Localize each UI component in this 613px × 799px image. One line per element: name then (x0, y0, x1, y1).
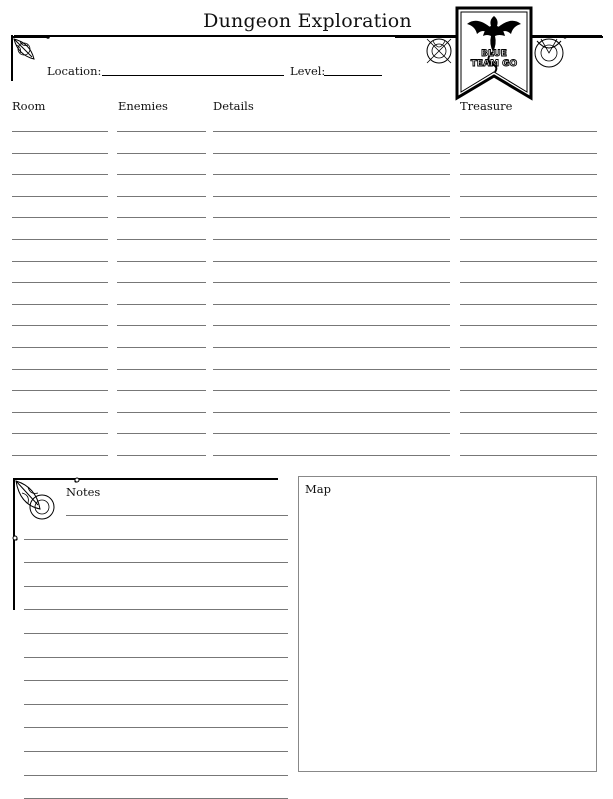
notes-label: Notes (66, 485, 101, 499)
page-title: Dungeon Exploration (203, 10, 412, 32)
table-cell-line-treasure[interactable] (460, 412, 597, 413)
table-cell-line-details[interactable] (213, 153, 450, 154)
notes-corner-ornament-icon (14, 479, 64, 525)
table-cell-line-enemies[interactable] (117, 217, 206, 218)
table-cell-line-room[interactable] (12, 261, 108, 262)
table-cell-line-room[interactable] (12, 369, 108, 370)
table-cell-line-treasure[interactable] (460, 325, 597, 326)
table-cell-line-room[interactable] (12, 131, 108, 132)
table-cell-line-details[interactable] (213, 261, 450, 262)
notes-line[interactable] (24, 609, 288, 610)
table-cell-line-enemies[interactable] (117, 196, 206, 197)
table-cell-line-room[interactable] (12, 390, 108, 391)
table-cell-line-room[interactable] (12, 455, 108, 456)
table-cell-line-enemies[interactable] (117, 433, 206, 434)
table-cell-line-room[interactable] (12, 239, 108, 240)
column-header-room: Room (12, 99, 46, 113)
notes-line[interactable] (24, 562, 288, 563)
notes-line[interactable] (24, 539, 288, 540)
table-cell-line-enemies[interactable] (117, 369, 206, 370)
table-cell-line-room[interactable] (12, 282, 108, 283)
table-cell-line-enemies[interactable] (117, 455, 206, 456)
table-cell-line-room[interactable] (12, 304, 108, 305)
notes-line[interactable] (24, 680, 288, 681)
table-cell-line-enemies[interactable] (117, 261, 206, 262)
notes-line[interactable] (24, 633, 288, 634)
table-cell-line-treasure[interactable] (460, 217, 597, 218)
table-cell-line-details[interactable] (213, 304, 450, 305)
table-cell-line-treasure[interactable] (460, 282, 597, 283)
table-cell-line-treasure[interactable] (460, 131, 597, 132)
table-cell-line-room[interactable] (12, 174, 108, 175)
table-cell-line-enemies[interactable] (117, 304, 206, 305)
location-label: Location: (47, 64, 102, 78)
level-label: Level: (290, 64, 326, 78)
table-cell-line-treasure[interactable] (460, 390, 597, 391)
table-cell-line-room[interactable] (12, 433, 108, 434)
table-cell-line-details[interactable] (213, 455, 450, 456)
table-cell-line-treasure[interactable] (460, 304, 597, 305)
table-cell-line-enemies[interactable] (117, 174, 206, 175)
table-cell-line-enemies[interactable] (117, 282, 206, 283)
table-cell-line-treasure[interactable] (460, 347, 597, 348)
notes-line[interactable] (66, 515, 288, 516)
logo-text-line2: TEAM GO (470, 59, 518, 69)
notes-line[interactable] (24, 704, 288, 705)
notes-line[interactable] (24, 751, 288, 752)
table-cell-line-room[interactable] (12, 412, 108, 413)
table-cell-line-enemies[interactable] (117, 390, 206, 391)
table-cell-line-enemies[interactable] (117, 153, 206, 154)
table-cell-line-room[interactable] (12, 325, 108, 326)
level-field[interactable] (324, 75, 382, 76)
column-header-treasure: Treasure (460, 99, 513, 113)
notes-ornament-dot-left-icon (12, 534, 20, 548)
table-cell-line-details[interactable] (213, 412, 450, 413)
table-cell-line-treasure[interactable] (460, 433, 597, 434)
table-cell-line-room[interactable] (12, 217, 108, 218)
notes-line[interactable] (24, 657, 288, 658)
table-cell-line-room[interactable] (12, 347, 108, 348)
table-cell-line-enemies[interactable] (117, 412, 206, 413)
table-cell-line-treasure[interactable] (460, 174, 597, 175)
map-area[interactable] (298, 476, 597, 772)
table-cell-line-enemies[interactable] (117, 325, 206, 326)
notes-ornament-dot-icon (74, 476, 82, 484)
table-cell-line-enemies[interactable] (117, 239, 206, 240)
table-cell-line-room[interactable] (12, 196, 108, 197)
table-cell-line-details[interactable] (213, 196, 450, 197)
notes-line[interactable] (24, 586, 288, 587)
location-field[interactable] (102, 75, 284, 76)
table-cell-line-details[interactable] (213, 390, 450, 391)
map-label: Map (305, 482, 331, 496)
table-cell-line-treasure[interactable] (460, 196, 597, 197)
table-cell-line-treasure[interactable] (460, 369, 597, 370)
table-cell-line-details[interactable] (213, 217, 450, 218)
table-cell-line-details[interactable] (213, 239, 450, 240)
table-cell-line-details[interactable] (213, 433, 450, 434)
table-cell-line-enemies[interactable] (117, 131, 206, 132)
table-cell-line-details[interactable] (213, 131, 450, 132)
table-cell-line-room[interactable] (12, 153, 108, 154)
table-cell-line-details[interactable] (213, 174, 450, 175)
dragon-banner-logo (455, 6, 533, 100)
notes-line[interactable] (24, 727, 288, 728)
column-header-details: Details (213, 99, 254, 113)
table-cell-line-details[interactable] (213, 347, 450, 348)
notes-line[interactable] (24, 775, 288, 776)
table-cell-line-details[interactable] (213, 282, 450, 283)
column-header-enemies: Enemies (118, 99, 168, 113)
table-cell-line-treasure[interactable] (460, 261, 597, 262)
table-cell-line-details[interactable] (213, 369, 450, 370)
table-cell-line-treasure[interactable] (460, 455, 597, 456)
table-cell-line-details[interactable] (213, 325, 450, 326)
ornament-right-icon (531, 33, 603, 73)
corner-ornament-left-icon (10, 35, 50, 81)
table-cell-line-enemies[interactable] (117, 347, 206, 348)
ornament-mid-right-icon (395, 33, 457, 73)
table-cell-line-treasure[interactable] (460, 153, 597, 154)
table-cell-line-treasure[interactable] (460, 239, 597, 240)
logo-text-line1: BLUE (481, 49, 507, 59)
